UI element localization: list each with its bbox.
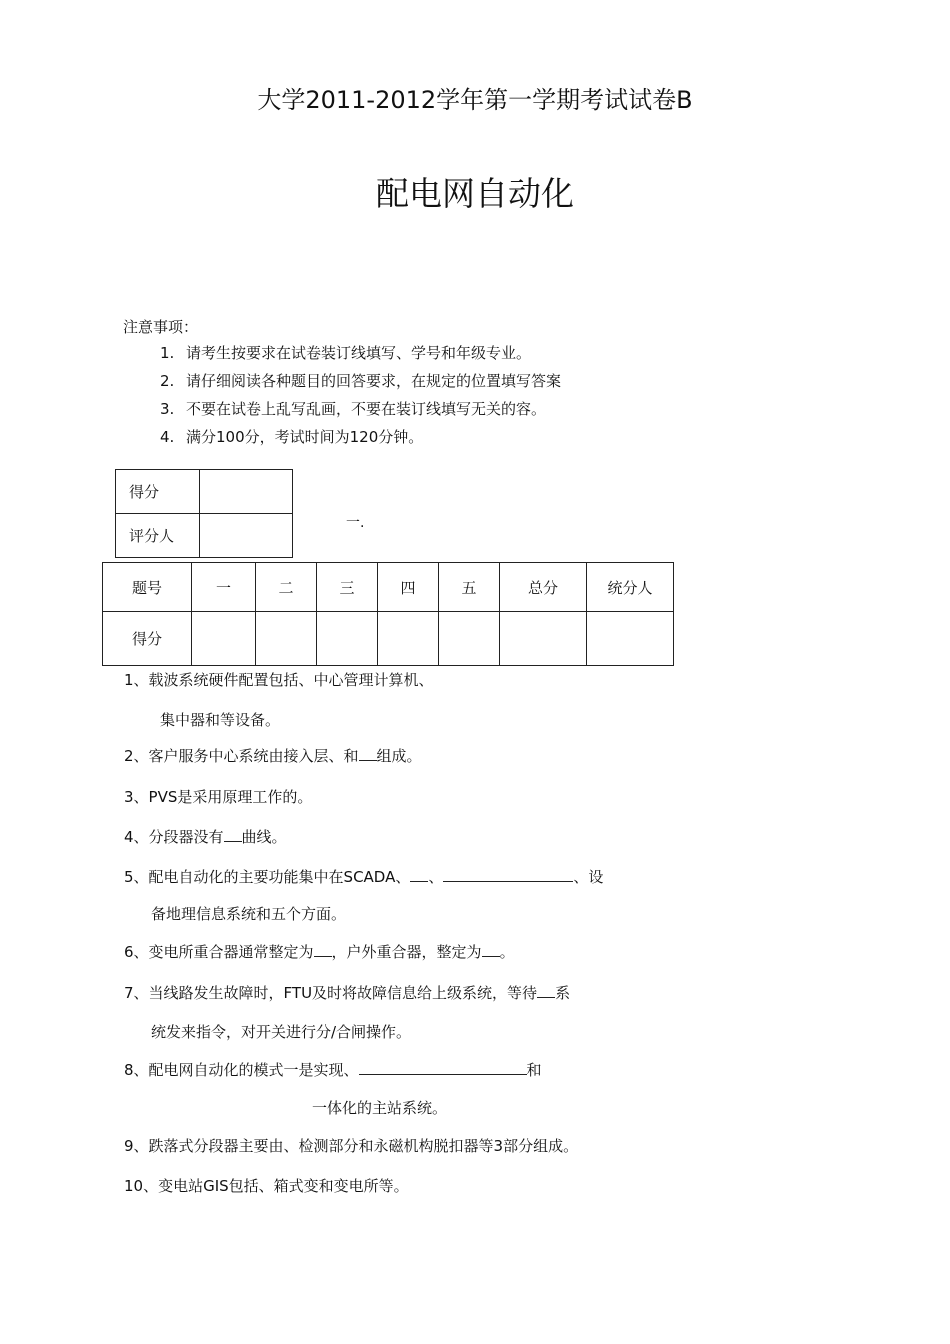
- question-text: 系: [555, 984, 571, 1002]
- grader-cell: [200, 514, 293, 558]
- answer-blank: [537, 983, 555, 998]
- grade-header-cell: 总分: [500, 563, 587, 612]
- note-text: 请考生按要求在试卷装订线填写、学号和年级专业。: [186, 344, 532, 362]
- grade-cell: [439, 612, 500, 666]
- answer-blank: [314, 942, 332, 957]
- grade-table: [102, 562, 674, 666]
- question-text: 。: [499, 943, 515, 961]
- score-box: [115, 469, 293, 558]
- question-text: 6、变电所重合器通常整定为: [124, 943, 314, 961]
- question-1-cont: 集中器和等设备。: [160, 711, 281, 729]
- answer-blank: [359, 746, 377, 761]
- grade-header-cell: 三: [317, 563, 378, 612]
- note-item: [160, 398, 546, 419]
- grade-header-cell: 二: [256, 563, 317, 612]
- exam-title: 配电网自动化: [376, 174, 574, 213]
- note-number: 2.: [160, 372, 175, 390]
- question-text: 5、配电自动化的主要功能集中在SCADA、: [124, 868, 411, 886]
- grade-cell: [317, 612, 378, 666]
- question-7-cont: 统发来指令，对开关进行分/合闸操作。: [151, 1023, 412, 1041]
- question-text: ，户外重合器，整定为: [331, 943, 482, 961]
- question-6: [124, 941, 515, 962]
- grade-header-cell: 四: [378, 563, 439, 612]
- question-9: 9、跌落式分段器主要由、检测部分和永磁机构脱扣器等3部分组成。: [124, 1137, 579, 1155]
- grade-header-cell: 一: [192, 563, 256, 612]
- answer-blank: [410, 867, 428, 882]
- question-text: 4、分段器没有: [124, 828, 224, 846]
- answer-blank: [224, 827, 242, 842]
- question-text: 7、当线路发生故障时，FTU及时将故障信息给上级系统，等待: [124, 984, 538, 1002]
- grade-header-cell: 五: [439, 563, 500, 612]
- answer-blank: [443, 867, 573, 882]
- grade-cell: [378, 612, 439, 666]
- notes-heading: 注意事项：: [123, 318, 199, 336]
- score-label: 得分: [116, 470, 200, 514]
- note-text: 请仔细阅读各种题目的回答要求，在规定的位置填写答案: [186, 372, 562, 390]
- question-10: 10、变电站GIS包括、箱式变和变电所等。: [124, 1177, 409, 1195]
- question-5: [124, 866, 603, 887]
- answer-blank: [482, 942, 500, 957]
- grade-header-row: [103, 563, 674, 612]
- question-text: 组成。: [376, 747, 422, 765]
- note-number: 4.: [160, 428, 175, 446]
- note-number: 1.: [160, 344, 175, 362]
- note-item: [160, 426, 423, 447]
- question-4: [124, 826, 287, 847]
- grade-cell: [587, 612, 674, 666]
- question-8: [124, 1059, 542, 1080]
- note-text: 不要在试卷上乱写乱画，不要在装订线填写无关的容。: [186, 400, 547, 418]
- exam-header: 大学2011-2012学年第一学期考试试卷B: [257, 86, 693, 114]
- question-text: 8、配电网自动化的模式一是实现、: [124, 1061, 359, 1079]
- note-number: 3.: [160, 400, 175, 418]
- grader-label: 评分人: [116, 514, 200, 558]
- question-text: 曲线。: [241, 828, 287, 846]
- grade-row-label: 得分: [103, 612, 192, 666]
- question-8-cont: 一体化的主站系统。: [312, 1099, 448, 1117]
- grade-cell: [256, 612, 317, 666]
- note-item: [160, 370, 561, 391]
- note-item: [160, 342, 531, 363]
- question-text: 2、客户服务中心系统由接入层、和: [124, 747, 359, 765]
- question-1: 1、载波系统硬件配置包括、中心管理计算机、: [124, 671, 434, 689]
- note-text: 满分100分，考试时间为120分钟。: [186, 428, 424, 446]
- question-7: [124, 982, 570, 1003]
- section-mark: 一.: [346, 515, 365, 531]
- question-text: 、: [428, 868, 444, 886]
- grade-cell: [500, 612, 587, 666]
- question-text: 和: [526, 1061, 542, 1079]
- grade-header-cell: 统分人: [587, 563, 674, 612]
- score-cell: [200, 470, 293, 514]
- question-5-cont: 备地理信息系统和五个方面。: [151, 905, 347, 923]
- question-2: [124, 745, 422, 766]
- answer-blank: [359, 1060, 527, 1075]
- grade-header-cell: 题号: [103, 563, 192, 612]
- grade-cell: [192, 612, 256, 666]
- grade-score-row: [103, 612, 674, 666]
- question-3: 3、PVS是采用原理工作的。: [124, 788, 313, 806]
- question-text: 、设: [573, 868, 604, 886]
